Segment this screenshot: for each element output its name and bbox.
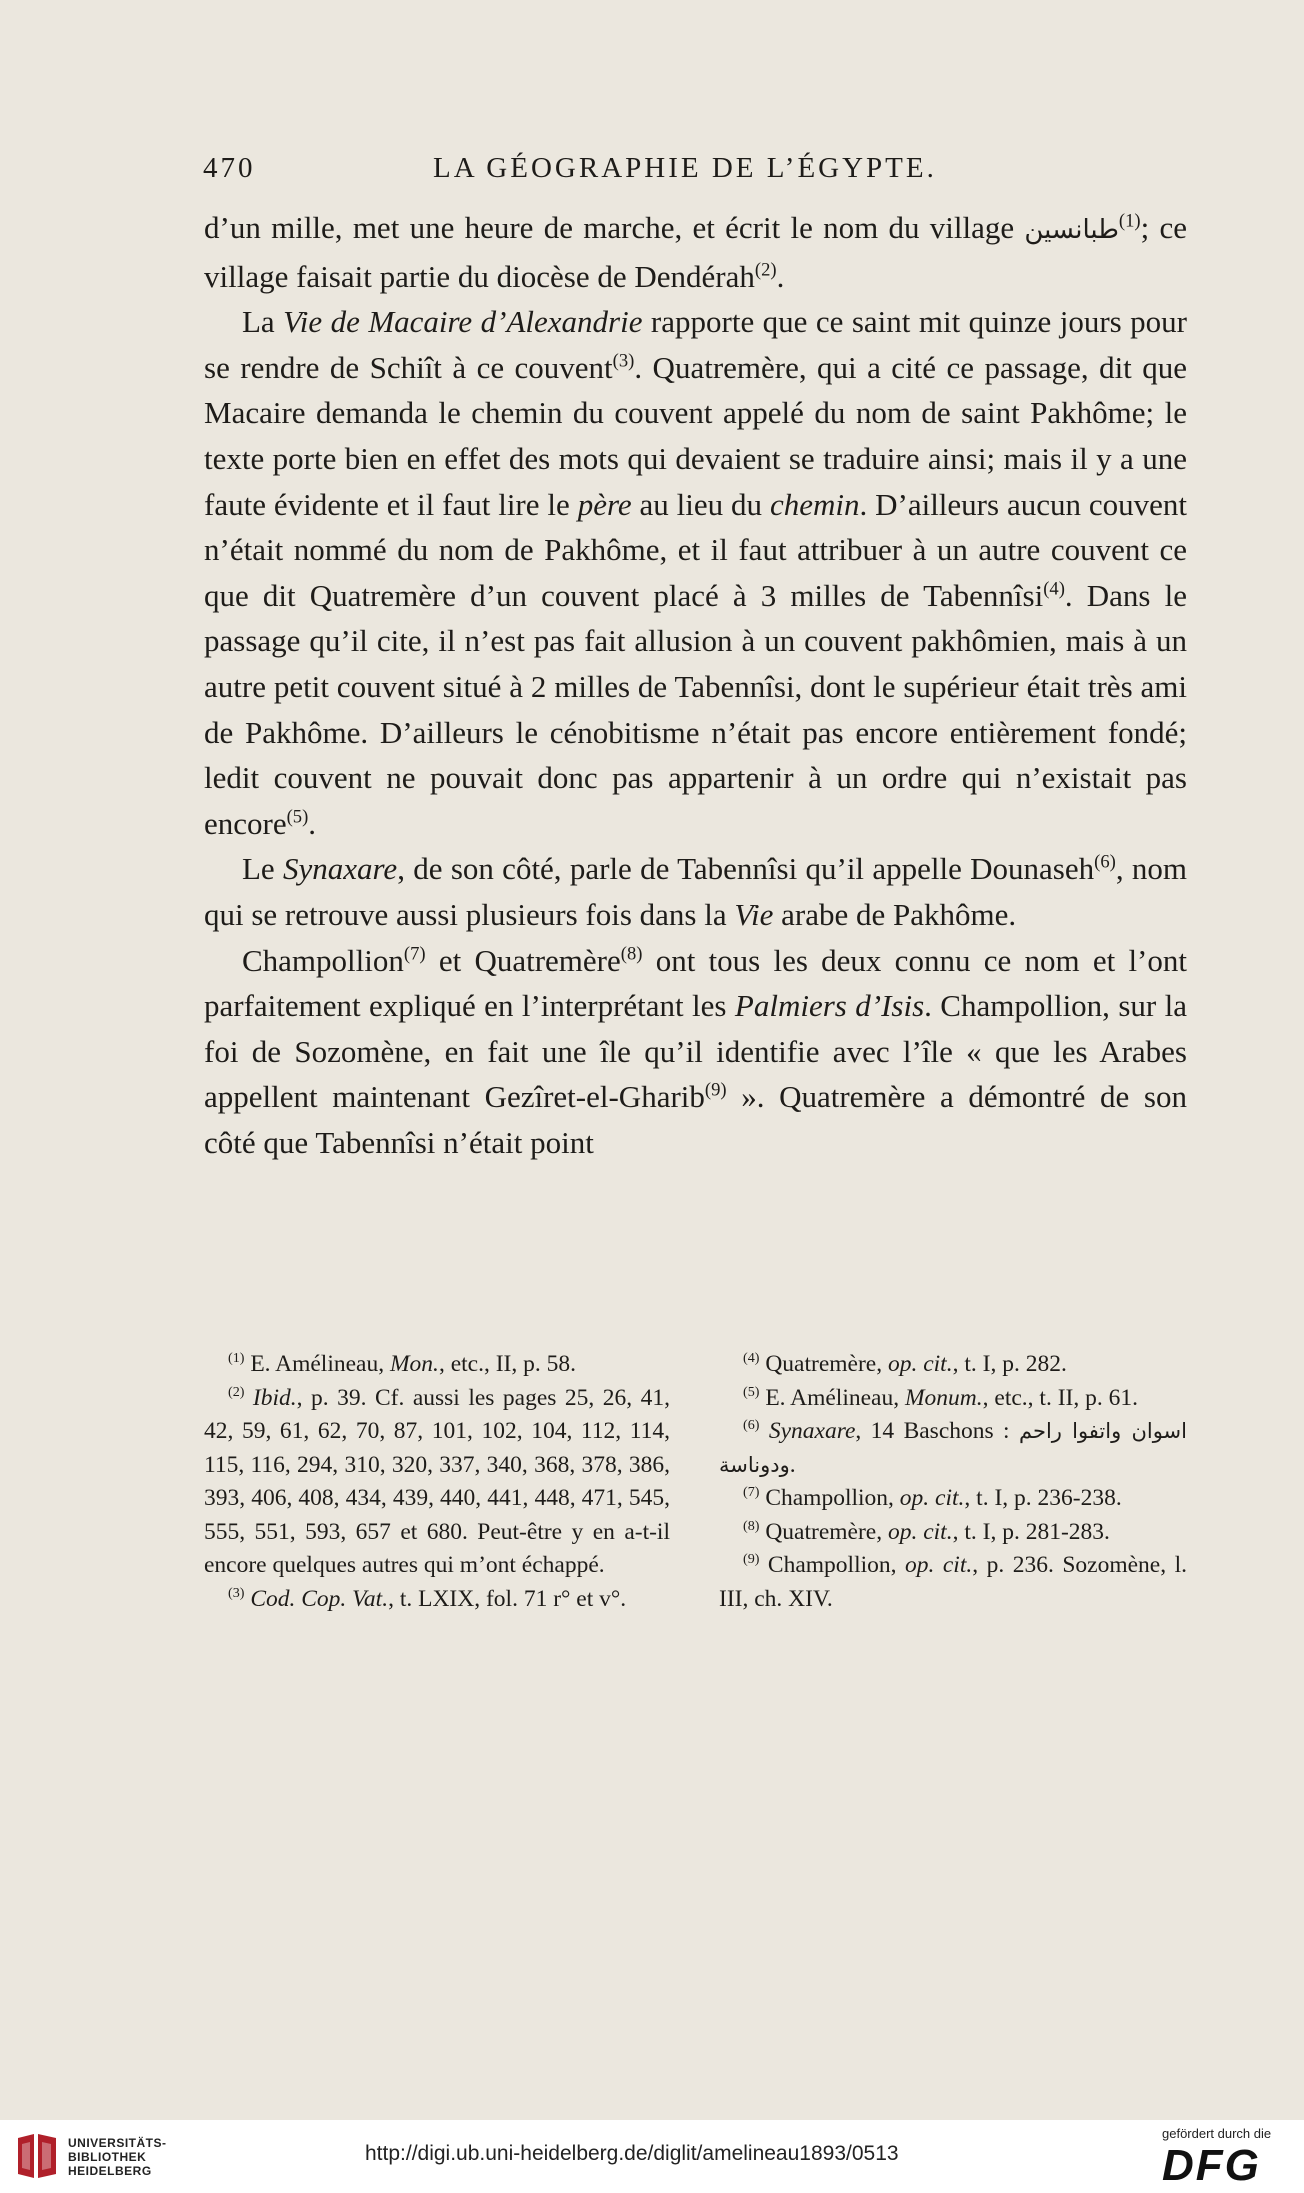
footnote-mark: (3) (228, 1584, 245, 1601)
footnote-mark: (1) (228, 1350, 245, 1367)
footnote-9 (719, 1549, 1187, 1616)
italic-title: Synaxare (283, 851, 398, 887)
italic-word: op. cit. (899, 1485, 965, 1511)
footnote-ref[interactable]: (8) (620, 943, 643, 965)
footnote-ref[interactable]: (1) (1118, 210, 1141, 232)
footnote-mark: (9) (743, 1551, 760, 1568)
italic-word: op. cit. (887, 1351, 953, 1377)
footnote-ref[interactable]: (5) (286, 806, 309, 828)
footnote-ref[interactable]: (9) (704, 1079, 727, 1101)
text-span: Le (242, 851, 283, 887)
text-span: E. Amélineau, (244, 1351, 390, 1377)
arabic-phrase: اسوان واتفوا راحم ودوناسة (719, 1419, 1187, 1477)
paragraph-3 (204, 846, 1187, 937)
text-span: Quatremère, (759, 1518, 888, 1545)
footnote-ref[interactable]: (4) (1043, 578, 1065, 600)
text-span: , t. I, p. 281-283. (952, 1518, 1110, 1545)
text-span: . (308, 805, 317, 841)
italic-word: Synaxare (759, 1418, 856, 1444)
text-span: et Quatremère (425, 942, 621, 978)
text-span: rapporte que ce saint mit quinze jours pour se rendre de Schiît à ce couvent (204, 304, 1187, 385)
footnote-8 (719, 1516, 1187, 1550)
text-span: , t. I, p. 236-238. (964, 1485, 1122, 1511)
running-header (203, 152, 1193, 196)
footnote-ref[interactable]: (6) (1094, 851, 1116, 873)
footnote-mark: (2) (228, 1383, 245, 1400)
library-name-line: HEIDELBERG (68, 2164, 152, 2178)
text-span: , t. LXIX, fol. 71 r° et v°. (388, 1585, 627, 1612)
text-span: . Quatremère, qui a cité ce passage, dit que Macaire demanda le chemin du couvent appelé du nom de saint Pakhôme; le texte porte bien en effet des mots qui devaient se traduire ainsi; mais il y a une faute évidente et il faut lire le (204, 349, 1187, 522)
permalink[interactable]: http://digi.ub.uni-heidelberg.de/diglit/amelineau1893/0513 (365, 2142, 899, 2165)
italic-word: père (577, 486, 632, 522)
running-title: LA GÉOGRAPHIE DE L’ÉGYPTE. (433, 152, 937, 184)
footnote-ref[interactable]: (3) (612, 350, 635, 372)
footnote-mark: (7) (743, 1484, 760, 1501)
italic-word: chemin (769, 486, 860, 522)
text-span: , p. 236. Sozomène, l. III, ch. XIV. (719, 1552, 1187, 1612)
paragraph-2 (204, 299, 1187, 846)
footnotes-left-column (204, 1348, 670, 1616)
dfg-logo: DFG (1162, 2141, 1261, 2190)
text-span: arabe de Pakhôme. (773, 896, 1017, 932)
text-span: , nom qui se retrouve aussi plusieurs fois dans la (204, 851, 1187, 932)
text-span: . Champollion, sur la foi de Sozomène, en fait une île qu’il identifie avec l’île « que les Arabes appellent maintenant Gezîret-el-Gharib (204, 988, 1187, 1115)
footnote-mark: (4) (743, 1350, 760, 1367)
text-span: ». Quatremère a démontré de son côté que Tabennîsi n’était point (204, 1079, 1187, 1160)
footnote-6 (719, 1415, 1187, 1482)
text-span: , de son côté, parle de Tabennîsi qu’il appelle Dounaseh (397, 851, 1095, 887)
text-span: . (776, 258, 785, 294)
footnote-4 (719, 1348, 1187, 1382)
text-span: Champollion (242, 942, 404, 978)
footnote-2 (204, 1382, 670, 1583)
paragraph-1 (204, 205, 1187, 299)
text-span: d’un mille, met une heure de marche, et écrit le nom du village (204, 210, 1015, 245)
text-span: La (242, 304, 284, 340)
text-span: ; ce village faisait partie du diocèse de Dendérah (204, 210, 1188, 294)
library-name-line: UNIVERSITÄTS- (68, 2136, 167, 2150)
footnotes-right-column (719, 1348, 1187, 1616)
text-span: ont tous les deux connu ce nom et l’ont parfaitement expliqué en l’interprétant les (204, 942, 1187, 1024)
text-span: Quatremère, (759, 1351, 888, 1377)
italic-title: Palmiers d’Isis (734, 988, 925, 1024)
paragraph-4 (204, 938, 1187, 1166)
italic-word: Vie (734, 896, 774, 932)
text-span: Champollion, (759, 1485, 900, 1511)
footnote-mark: (8) (743, 1517, 760, 1534)
main-text (204, 205, 1187, 1165)
text-span: au lieu du (631, 486, 770, 522)
italic-word: op. cit. (887, 1518, 953, 1545)
page-number: 470 (203, 152, 256, 184)
footnote-ref[interactable]: (7) (403, 943, 426, 965)
text-span: . (789, 1451, 796, 1478)
footnote-ref[interactable]: (2) (754, 259, 777, 281)
footnote-7 (719, 1482, 1187, 1516)
text-span: Champollion, (759, 1552, 906, 1578)
italic-word: Monum. (904, 1384, 983, 1411)
library-name-line: BIBLIOTHEK (68, 2150, 147, 2164)
funder-caption: gefördert durch die (1162, 2126, 1272, 2141)
footnote-5 (719, 1382, 1187, 1416)
italic-word: op. cit. (905, 1552, 973, 1578)
library-name (68, 2136, 167, 2178)
library-seal-icon (14, 2132, 60, 2180)
footnote-mark: (6) (743, 1417, 760, 1434)
italic-word: Mon. (389, 1351, 439, 1377)
text-span: E. Amélineau, (759, 1384, 905, 1411)
footnote-mark: (5) (743, 1383, 760, 1400)
text-span: , etc., II, p. 58. (438, 1351, 576, 1377)
text-span: , p. 39. Cf. aussi les pages 25, 26, 41, 42, 59, 61, 62, 70, 87, 101, 102, 104, 112, 114, 115, 116, 294, 310, 320, 337, 340, 368, 378, 386, 393, 406, 408, 434, 439, 440, 441, 448, 471, 545, 555, 551, 593, 657 et 680. Peut-être y en a-t-il encore quelques autres qui m’ont échappé. (204, 1384, 670, 1578)
text-span: . D’ailleurs aucun couvent n’était nommé du nom de Pakhôme, et il faut attribuer à un autre couvent ce que dit Quatremère d’un couvent placé à 3 milles de Tabennîsi (204, 486, 1187, 613)
italic-word: Ibid. (252, 1384, 297, 1411)
italic-title: Vie de Macaire d’Alexandrie (283, 304, 643, 340)
italic-word: Cod. Cop. Vat. (244, 1585, 389, 1612)
text-span: , 14 Baschons : (855, 1418, 1019, 1444)
arabic-word: طبانسين (1024, 215, 1119, 245)
text-span: . Dans le passage qu’il cite, il n’est pas fait allusion à un couvent pakhômien, mais à un autre petit couvent situé à 2 milles de Tabennîsi, dont le supérieur était très ami de Pakhôme. D’ailleurs le cénobitisme n’était pas encore entièrement fondé; ledit couvent ne pouvait donc pas appartenir à un ordre qui n’existait pas encore (204, 577, 1187, 841)
footnote-1 (204, 1348, 670, 1382)
footnote-3 (204, 1583, 670, 1617)
text-span: , t. I, p. 282. (952, 1351, 1067, 1377)
viewer-footer (0, 2120, 1304, 2193)
text-span: , etc., t. II, p. 61. (982, 1384, 1138, 1411)
